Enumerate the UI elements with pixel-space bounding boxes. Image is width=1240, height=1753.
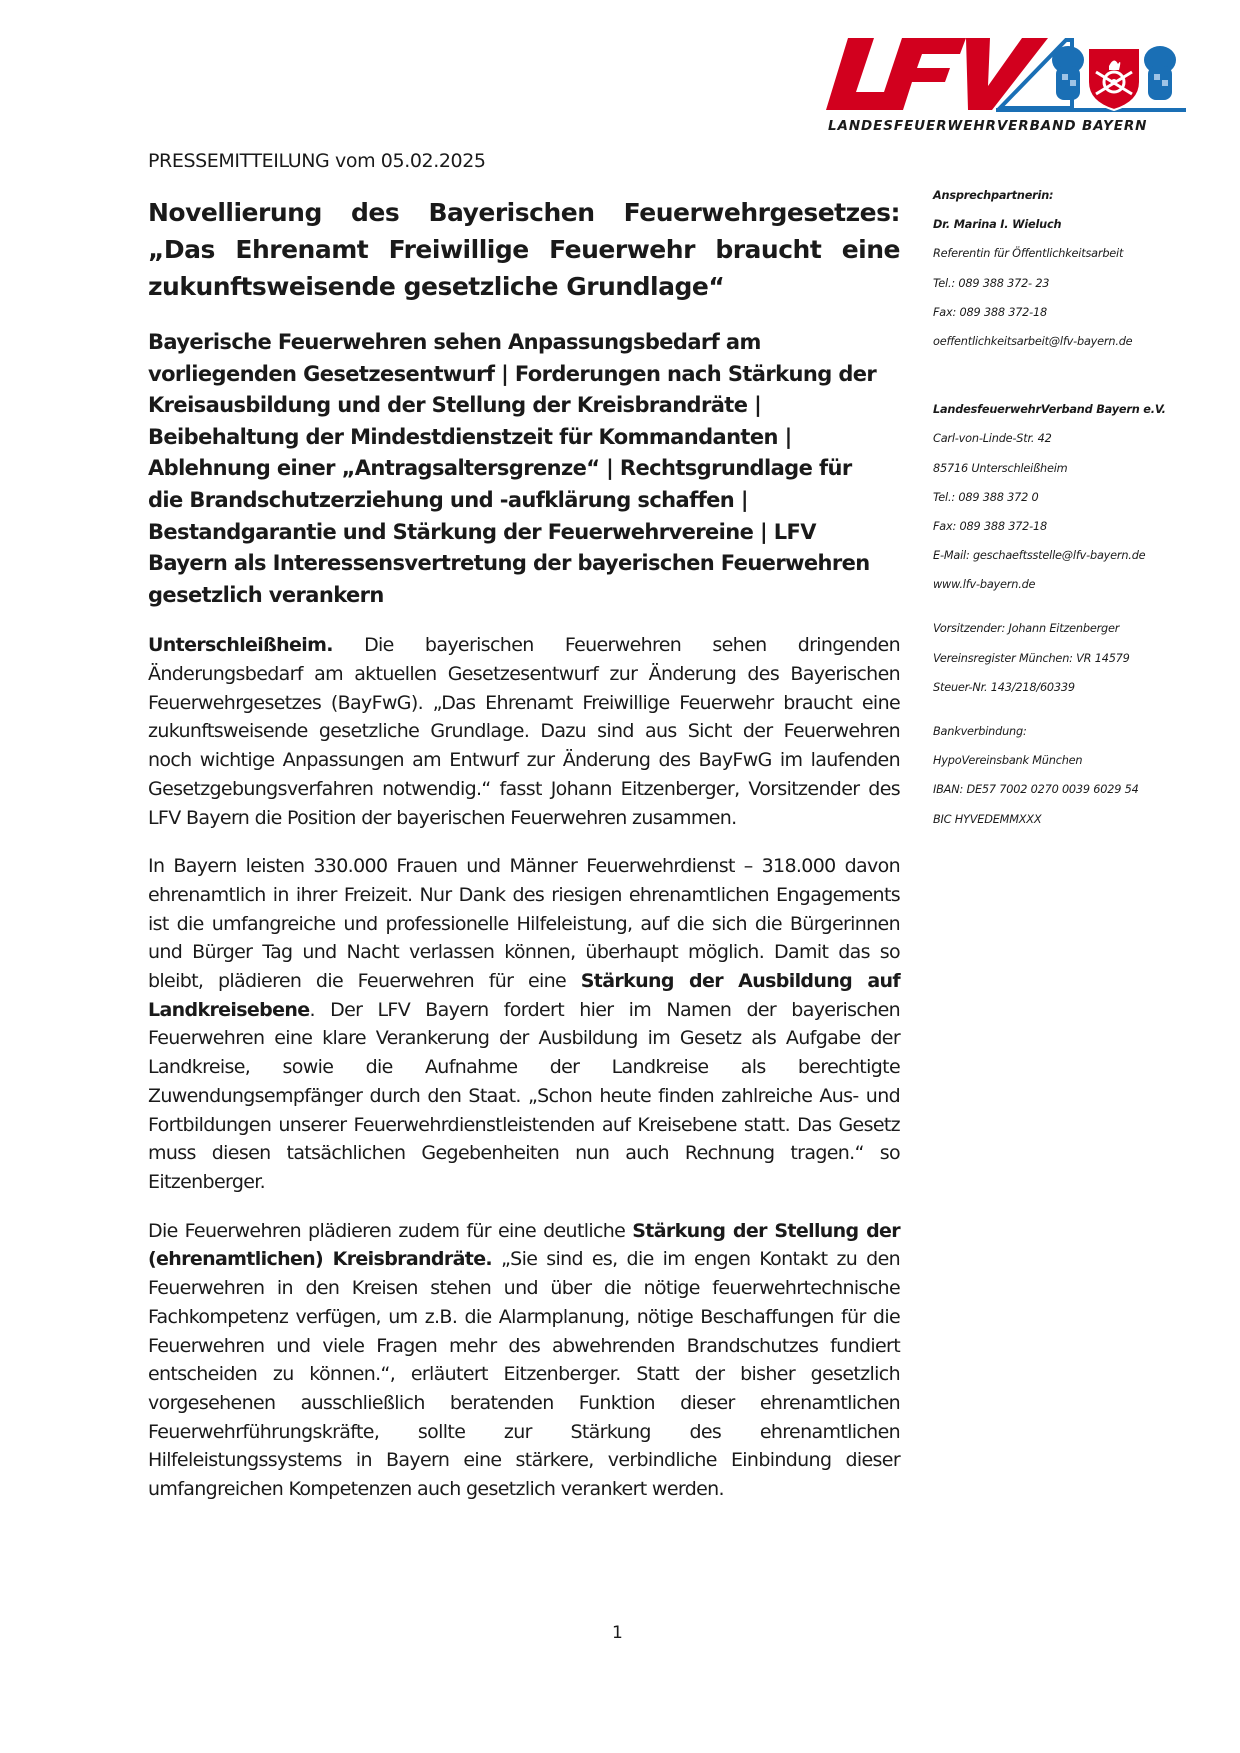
emphasis: Stärkung der Ausbildung auf Landkreisebene	[148, 970, 900, 1021]
paragraph-text: „Sie sind es, die im engen Kontakt zu den Feuerwehren in den Kreisen stehen und über die nötige feuerwehrtechnische Fachkompetenz verfügen, um z.B. die Alarmplanung, nötige Beschaffungen für die Feuerwehren und viele Fragen mehr des abwehrenden Brandschutzes fundiert entscheiden zu können.“, erläutert Eitzenberger. Statt der bisher gesetzlich vorgesehenen ausschließlich beratenden Funktion dieser ehrenamtlichen Feuerwehrführungskräfte, sollte zur Stärkung des ehrenamtlichen Hilfeleistungssystems in Bayern eine stärkere, verbindliche Einbindung dieser umfangreichen Kompetenzen auch gesetzlich verankert werden.	[148, 1248, 900, 1501]
contact-fax: Fax: 089 388 372-18	[933, 305, 1048, 319]
org-city: 85716 Unterschleißheim	[933, 461, 1068, 475]
contact-heading: Ansprechpartnerin:	[933, 189, 1054, 202]
bank-name: HypoVereinsbank München	[933, 754, 1083, 768]
main-content	[148, 194, 900, 1504]
bank-iban: IBAN: DE57 7002 0270 0039 6029 54	[933, 783, 1139, 797]
org-name: LandesfeuerwehrVerband Bayern e.V.	[933, 403, 1166, 417]
emphasis: Stärkung der Stellung der (ehrenamtlichen) Kreisbrandräte.	[148, 1219, 901, 1271]
paragraph-2	[148, 852, 900, 1196]
press-release-date: PRESSEMITTEILUNG vom 05.02.2025	[148, 150, 486, 172]
contact-email-link[interactable]: oeffentlichkeitsarbeit@lfv-bayern.de	[933, 334, 1133, 348]
org-website-link[interactable]: www.lfv-bayern.de	[933, 578, 1036, 592]
contact-tel: Tel.: 089 388 372- 23	[933, 276, 1050, 290]
org-tel: Tel.: 089 388 372 0	[933, 490, 1039, 504]
paragraph-text: In Bayern leisten 330.000 Frauen und Männer Feuerwehrdienst – 318.000 davon ehrenamtlich in ihrer Freizeit. Nur Dank des riesigen ehrenamtlichen Engagements ist die umfangreiche und professionelle Hilfeleistung, auf die sich die Bürgerinnen und Bürger Tag und Nacht verlassen können, überhaupt möglich. Damit das so bleibt, plädieren die Feuerwehren für eine	[148, 855, 900, 993]
page-subtitle: Bayerische Feuerwehren sehen Anpassungsbedarf am vorliegenden Gesetzesentwurf | Forderungen nach Stärkung der Kreisausbildung und der Stellung der Kreisbrandräte | Beibehaltung der Mindestdienstzeit für Kommandanten | Ablehnung einer „Antragsaltersgrenze“ | Rechtsgrundlage für die Brandschutzerziehung und -aufklärung schaffen | Bestandgarantie und Stärkung der Feuerwehrvereine | LFV Bayern als Interessensvertretung der bayerischen Feuerwehren gesetzlich verankern	[148, 330, 877, 607]
chairman: Vorsitzender: Johann Eitzenberger	[933, 622, 1120, 636]
lfv-logo-graphic	[826, 30, 1186, 120]
tax-number: Steuer-Nr. 143/218/60339	[933, 680, 1075, 694]
org-fax: Fax: 089 388 372-18	[933, 519, 1048, 533]
page-title: Novellierung des Bayerischen Feuerwehrgesetzes: „Das Ehrenamt Freiwillige Feuerwehr braucht eine zukunftsweisende gesetzliche Grundlage“	[148, 198, 900, 301]
paragraph-1	[148, 631, 900, 832]
bank-bic: BIC HYVEDEMMXXX	[933, 812, 1042, 826]
logo-subtitle: LANDESFEUERWEHRVERBAND BAYERN	[828, 118, 1148, 134]
contact-name: Dr. Marina I. Wieluch	[933, 218, 1062, 232]
paragraph-text: . Der LFV Bayern fordert hier im Namen der bayerischen Feuerwehren eine klare Verankerung der Ausbildung im Gesetz als Aufgabe der Landkreise, sowie die Aufnahme der Landkreise als berechtigte Zuwendungsempfänger durch den Staat. „Schon heute finden zahlreiche Aus- und Fortbildungen unserer Feuerwehrdienstleistenden auf Kreisebene statt. Das Gesetz muss diesen tatsächlichen Gegebenheiten nun auch Rechnung tragen.“ so Eitzenberger.	[148, 998, 900, 1193]
dateline: Unterschleißheim.	[148, 634, 333, 657]
contact-role: Referentin für Öffentlichkeitsarbeit	[933, 247, 1124, 261]
org-street: Carl-von-Linde-Str. 42	[933, 432, 1052, 446]
paragraph-text: Die bayerischen Feuerwehren sehen dringenden Änderungsbedarf am aktuellen Gesetzesentwurf zur Änderung des Bayerischen Feuerwehrgesetzes (BayFwG). „Das Ehrenamt Freiwillige Feuerwehr braucht eine zukunftsweisende gesetzliche Grundlage. Dazu sind aus Sicht der Feuerwehren noch wichtige Anpassungen am Entwurf zur Änderung des BayFwG im laufenden Gesetzgebungsverfahren notwendig.“ fasst Johann Eitzenberger, Vorsitzender des LFV Bayern die Position der bayerischen Feuerwehren zusammen.	[148, 634, 900, 829]
contact-sidebar	[933, 188, 1223, 841]
org-email-link[interactable]: E-Mail: geschaeftsstelle@lfv-bayern.de	[933, 549, 1146, 563]
association-register: Vereinsregister München: VR 14579	[933, 651, 1130, 665]
bank-heading: Bankverbindung:	[933, 725, 1027, 738]
paragraph-3	[148, 1217, 900, 1504]
page-number: 1	[612, 1623, 623, 1643]
paragraph-text: Die Feuerwehren plädieren zudem für eine deutliche	[148, 1219, 633, 1242]
